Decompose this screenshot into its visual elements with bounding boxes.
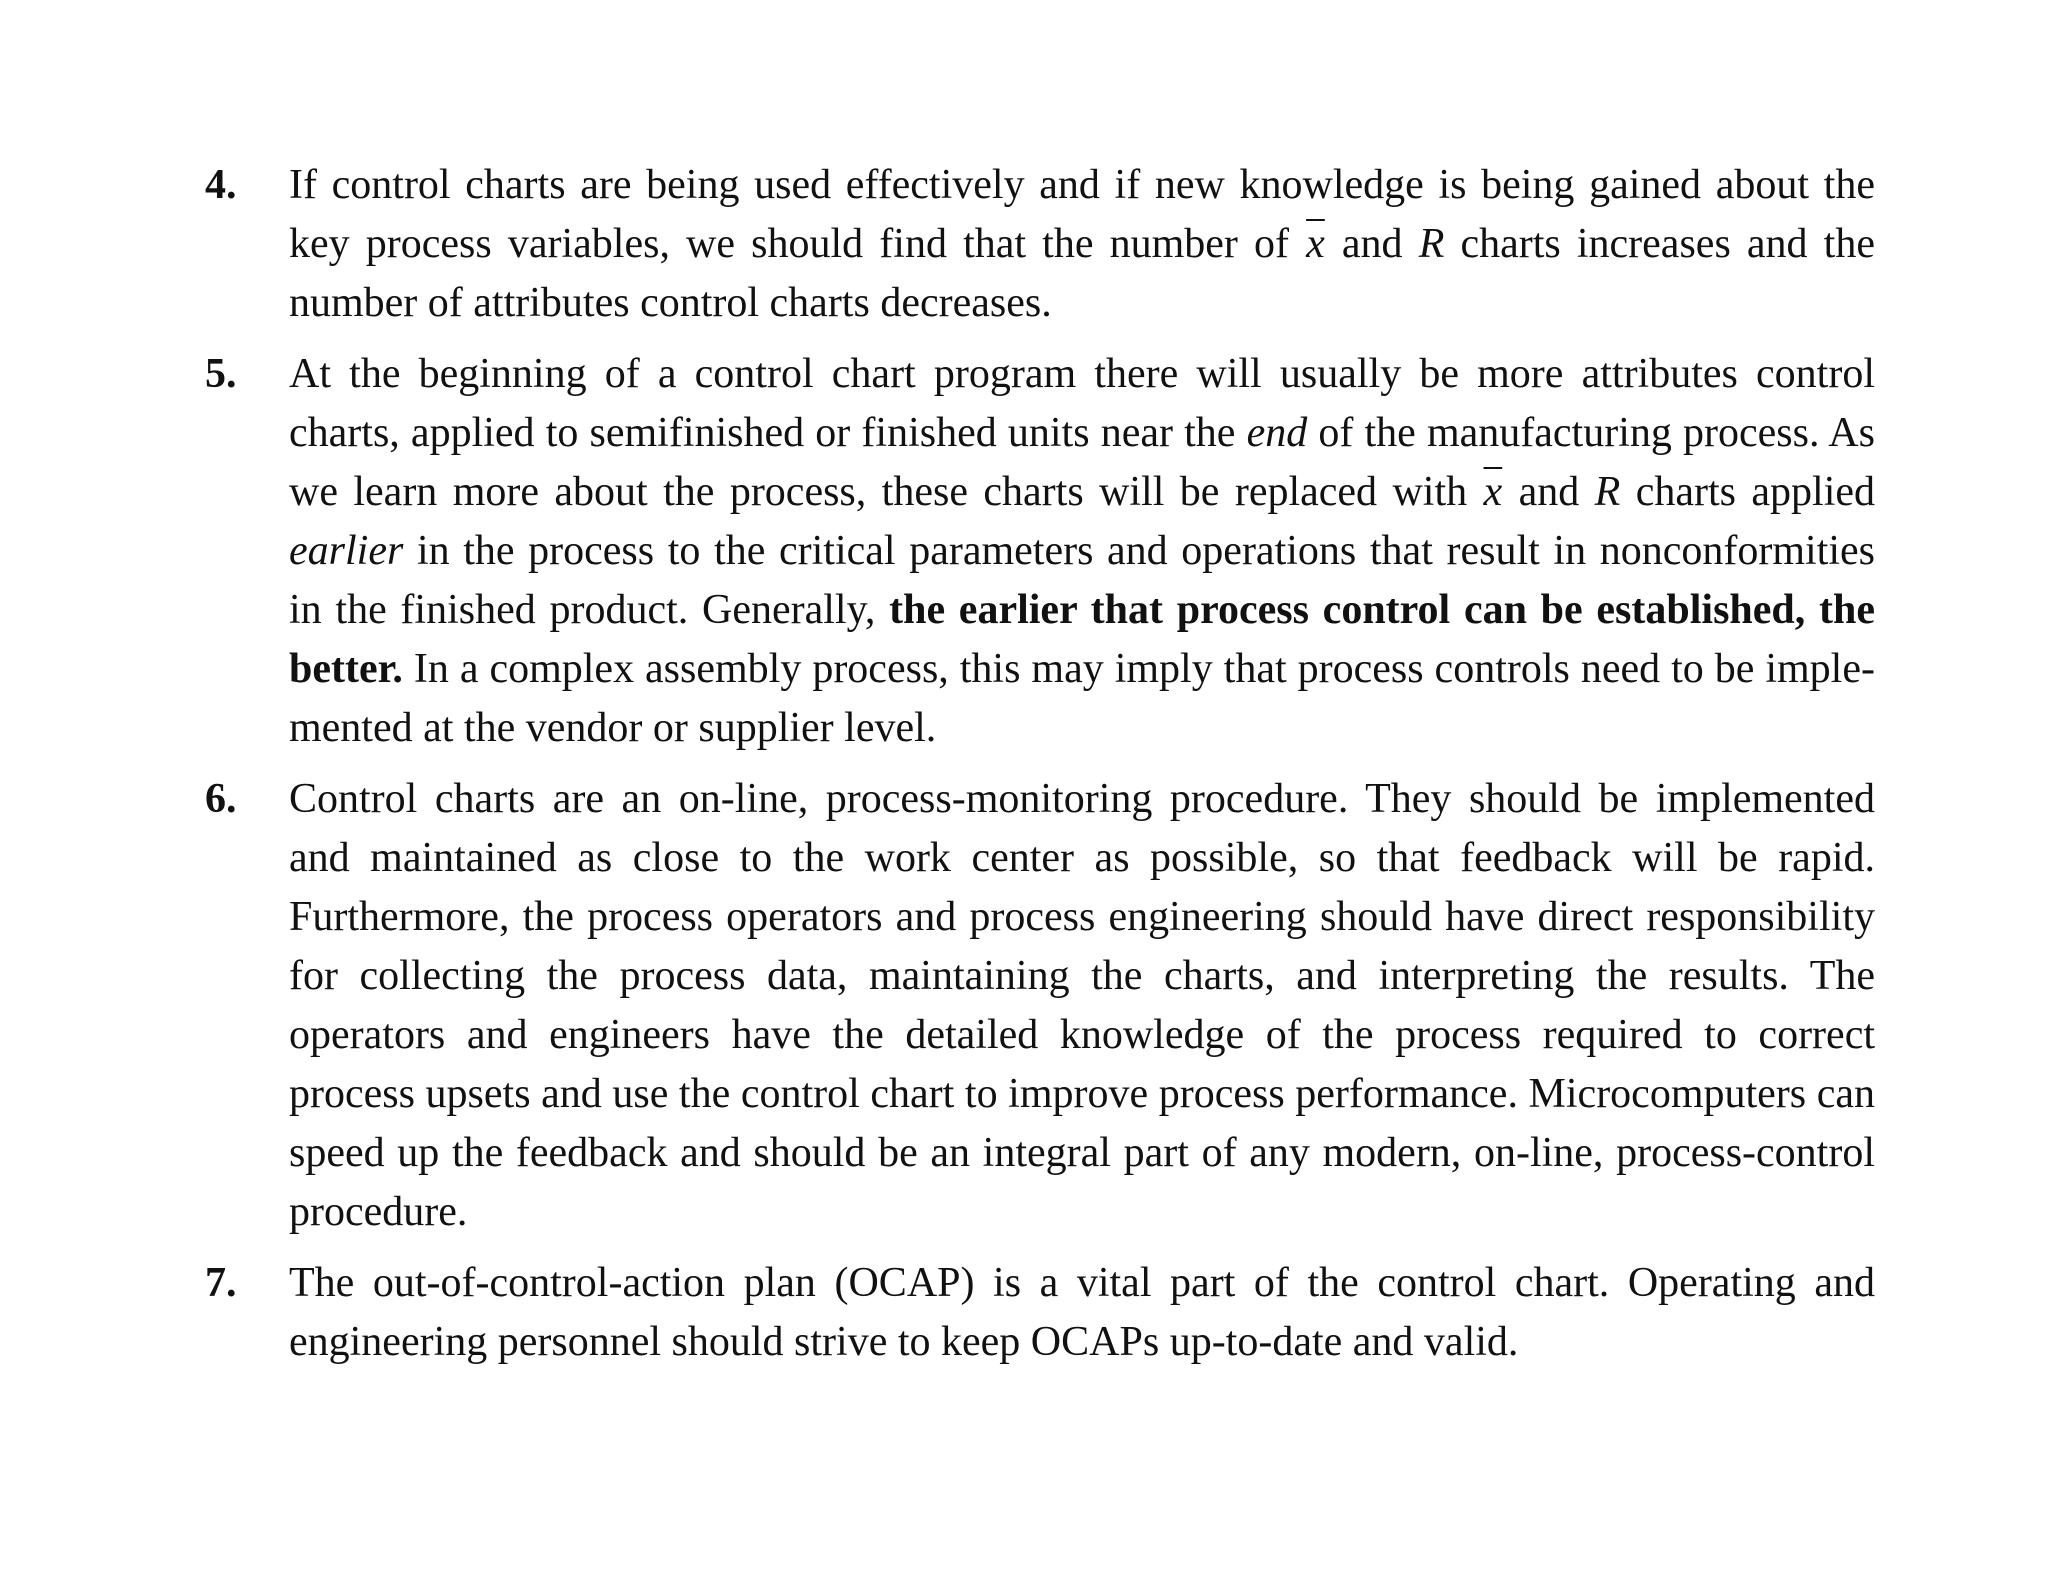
r-symbol: R	[1594, 469, 1621, 515]
text-run: The out-of-control-action plan (OCAP) is a vital part of the control chart. Operating and engineering personnel should strive to keep OCAPs up-to-date and valid.	[289, 1260, 1875, 1365]
italic-emphasis: end	[1246, 410, 1308, 456]
list-item-7	[205, 1254, 1875, 1372]
text-run: and	[1325, 221, 1419, 267]
item-number: 4.	[205, 162, 237, 208]
item-text	[289, 770, 1875, 1242]
x-bar-symbol: $\overline{x}$	[1306, 221, 1325, 267]
numbered-list	[205, 156, 1875, 1384]
text-run: In a complex assembly process, this may imply that process controls need to be implemented at the vendor or supplier level.	[289, 646, 1875, 751]
text-run: Control charts are an on-line, process-monitoring procedure. They should be implemented and maintained as close to the work center as possible, so that feedback will be rapid. Furthermore, the process operators and process engineering should have direct responsibility for collecting the process data, maintaining the charts, and interpreting the results. The operators and engineers have the detailed knowledge of the process required to correct process upsets and use the control chart to improve process performance. Microcomputers can speed up the feedback and should be an integral part of any modern, on-line, process-control procedure.	[289, 776, 1875, 1235]
list-item-6	[205, 770, 1875, 1242]
text-run: charts increases and the number of attributes control charts decreases.	[289, 221, 1875, 326]
item-text	[289, 345, 1875, 758]
text-run: in the process to the critical parameters and operations that result in nonconformities in the finished product. Generally,	[289, 528, 1875, 633]
item-text	[289, 1254, 1875, 1372]
text-run: of the manufacturing process. As we learn more about the process, these charts will be replaced with	[289, 410, 1875, 515]
text-run: charts applied	[1620, 469, 1875, 515]
italic-emphasis: earlier	[289, 528, 404, 574]
text-run: At the beginning of a control chart program there will usually be more attributes control charts, applied to semifinished or finished units near the	[289, 351, 1875, 456]
item-number: 6.	[205, 776, 237, 822]
text-run: If control charts are being used effectively and if new knowledge is being gained about the key process variables, we should find that the number of	[289, 162, 1875, 267]
item-text	[289, 156, 1875, 333]
text-run: and	[1503, 469, 1595, 515]
list-item-5	[205, 345, 1875, 758]
r-symbol: R	[1418, 221, 1445, 267]
x-bar-symbol: $\overline{x}$	[1483, 469, 1503, 515]
item-number: 5.	[205, 351, 237, 397]
item-number: 7.	[205, 1260, 237, 1306]
list-item-4	[205, 156, 1875, 333]
bold-emphasis: the earlier that process control can be established, the better.	[289, 587, 1875, 692]
